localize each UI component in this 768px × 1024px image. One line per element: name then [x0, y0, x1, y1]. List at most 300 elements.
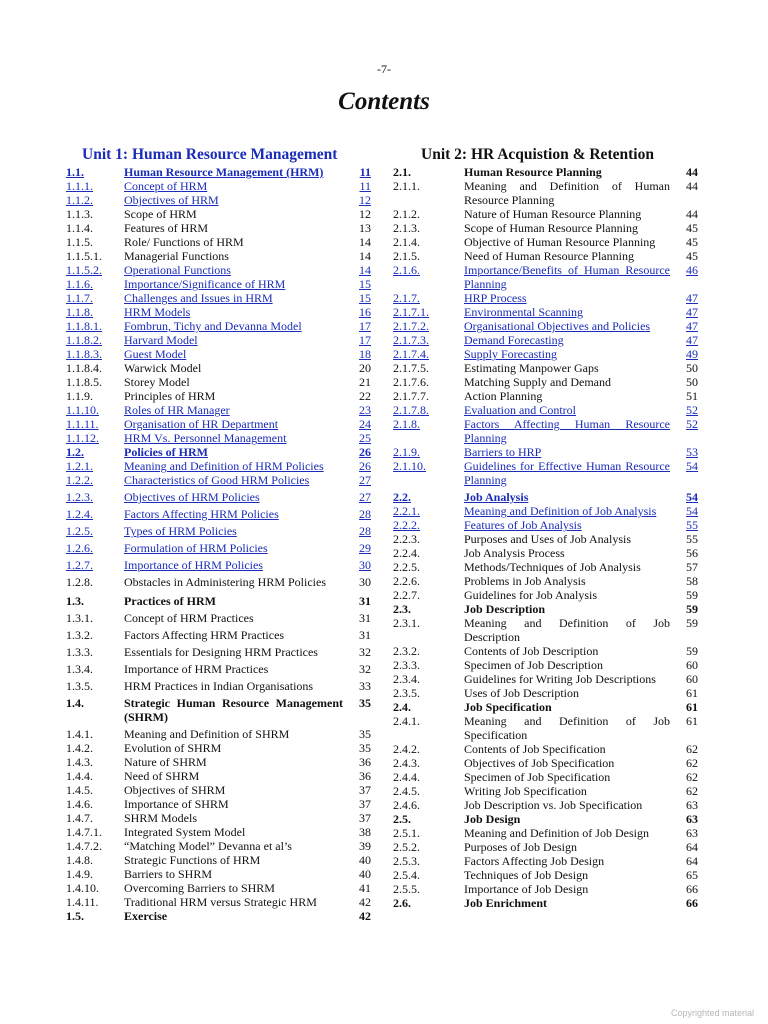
- toc-entry-number: 2.1.7.1.: [393, 305, 429, 319]
- toc-entry-page[interactable]: 54: [686, 459, 698, 473]
- toc-entry-page[interactable]: 11: [359, 165, 371, 179]
- toc-entry-number: 1.1.8.3.: [66, 347, 102, 361]
- toc-entry-page[interactable]: 49: [686, 347, 698, 361]
- toc-entry: [66, 389, 371, 403]
- unit-2-entries: [393, 165, 698, 910]
- toc-entry-title: [124, 611, 343, 625]
- toc-entry-title-text: Job Specification: [464, 700, 552, 714]
- toc-entry-page: 62: [686, 742, 698, 756]
- toc-entry: [66, 797, 371, 811]
- toc-entry: [393, 207, 698, 221]
- toc-entry-page: 13: [359, 221, 371, 235]
- toc-entry: [393, 784, 698, 798]
- toc-entry-number: 2.2.3.: [393, 532, 420, 546]
- toc-entry-title: [124, 679, 343, 693]
- toc-entry-title[interactable]: [464, 305, 670, 319]
- toc-entry-title-text: Storey Model: [124, 375, 190, 389]
- toc-entry-page[interactable]: 16: [359, 305, 371, 319]
- toc-entry-title[interactable]: [124, 347, 343, 361]
- toc-entry-title[interactable]: [464, 291, 670, 305]
- toc-entry-title-text: Guidelines for Job Analysis: [464, 588, 597, 602]
- toc-entry-title[interactable]: [464, 518, 670, 532]
- toc-entry-number: 1.1.8.4.: [66, 361, 102, 375]
- toc-entry[interactable]: [66, 305, 371, 319]
- toc-entry-page: 20: [359, 361, 371, 375]
- toc-entry-title: [464, 560, 670, 574]
- toc-entry-title[interactable]: [124, 524, 343, 538]
- toc-entry-title-text: Objectives of HRM Policies: [124, 490, 260, 504]
- toc-entry-number: 2.5.3.: [393, 854, 420, 868]
- toc-entry-number: 1.4.6.: [66, 797, 93, 811]
- toc-entry-title[interactable]: [464, 459, 670, 487]
- toc-entry-title-text: Writing Job Specification: [464, 784, 587, 798]
- toc-entry[interactable]: [393, 333, 698, 347]
- toc-entry[interactable]: [66, 403, 371, 417]
- toc-entry-page[interactable]: 52: [686, 417, 698, 431]
- toc-column-unit-2: [393, 145, 698, 910]
- toc-entry-title-text: Meaning and Definition of Human Resource Planning: [464, 179, 670, 207]
- toc-entry-page[interactable]: 53: [686, 445, 698, 459]
- toc-entry-title-text: Operational Functions: [124, 263, 231, 277]
- toc-entry-title[interactable]: [124, 431, 343, 445]
- toc-entry: [66, 783, 371, 797]
- toc-entry[interactable]: [66, 490, 371, 504]
- toc-entry-title[interactable]: [124, 490, 343, 504]
- toc-entry-title: [124, 895, 343, 909]
- toc-entry-number: 2.1.8.: [393, 417, 420, 431]
- toc-entry-title-text: Matching Supply and Demand: [464, 375, 611, 389]
- toc-entry-page[interactable]: 26: [359, 445, 371, 459]
- toc-entry-number: 1.1.: [66, 165, 84, 179]
- toc-entry-title-text: Importance/Benefits of Human Resource Planning: [464, 263, 670, 291]
- toc-entry[interactable]: [393, 518, 698, 532]
- toc-entry-title: [124, 769, 343, 783]
- toc-entry-page: 21: [359, 375, 371, 389]
- toc-entry-number: 1.4.5.: [66, 783, 93, 797]
- toc-entry-page: 45: [686, 249, 698, 263]
- toc-entry-page: 14: [359, 235, 371, 249]
- toc-entry[interactable]: [393, 319, 698, 333]
- toc-entry[interactable]: [393, 445, 698, 459]
- toc-entry-page[interactable]: 15: [359, 291, 371, 305]
- toc-entry-page: 14: [359, 249, 371, 263]
- toc-entry-title-text: Role/ Functions of HRM: [124, 235, 244, 249]
- toc-entry-title-text: Job Analysis: [464, 490, 529, 504]
- toc-entry: [393, 770, 698, 784]
- toc-entry-title-text: Traditional HRM versus Strategic HRM: [124, 895, 317, 909]
- toc-entry-number: 2.1.7.2.: [393, 319, 429, 333]
- toc-entry[interactable]: [393, 403, 698, 417]
- toc-entry-page: 59: [686, 644, 698, 658]
- toc-entry-page[interactable]: 15: [359, 277, 371, 291]
- toc-entry-page: 63: [686, 798, 698, 812]
- toc-entry-title[interactable]: [124, 558, 343, 572]
- toc-entry-title: [464, 826, 670, 840]
- toc-entry[interactable]: [66, 291, 371, 305]
- toc-entry-title[interactable]: [124, 305, 343, 319]
- toc-entry-title[interactable]: [464, 445, 670, 459]
- toc-entry-title-text: Meaning and Definition of Job Design: [464, 826, 649, 840]
- toc-entry-page: 45: [686, 235, 698, 249]
- toc-entry-number: 1.2.7.: [66, 558, 93, 572]
- toc-entry[interactable]: [66, 507, 371, 521]
- toc-entry-page: 45: [686, 221, 698, 235]
- toc-entry-number: 1.2.6.: [66, 541, 93, 555]
- toc-entry-title-text: Action Planning: [464, 389, 543, 403]
- toc-entry: [66, 696, 371, 724]
- toc-entry-title: [124, 797, 343, 811]
- toc-entry-page: 44: [686, 207, 698, 221]
- toc-entry: [66, 909, 371, 923]
- toc-entry-page: 56: [686, 546, 698, 560]
- toc-entry-number: 1.3.: [66, 594, 84, 608]
- toc-entry-page[interactable]: 55: [686, 518, 698, 532]
- toc-entry-page[interactable]: 54: [686, 504, 698, 518]
- toc-entry-title: [464, 644, 670, 658]
- toc-entry-title-text: Human Resource Management (HRM): [124, 165, 324, 179]
- toc-entry-page: 36: [359, 755, 371, 769]
- toc-entry-title-text: Uses of Job Description: [464, 686, 579, 700]
- toc-entry-page: 55: [686, 532, 698, 546]
- toc-entry: [66, 249, 371, 263]
- toc-entry-title-text: Barriers to SHRM: [124, 867, 212, 881]
- toc-entry-title-text: Objectives of SHRM: [124, 783, 226, 797]
- toc-entry-title-text: Objective of Human Resource Planning: [464, 235, 656, 249]
- toc-entry[interactable]: [66, 445, 371, 459]
- toc-entry-number: 2.3.2.: [393, 644, 420, 658]
- toc-entry-page: 50: [686, 375, 698, 389]
- toc-entry-page: 32: [359, 645, 371, 659]
- toc-entry-page: 59: [686, 616, 698, 630]
- toc-entry-page: 61: [686, 700, 698, 714]
- toc-entry-page[interactable]: 27: [359, 473, 371, 487]
- toc-entry-title-text: Features of HRM: [124, 221, 208, 235]
- toc-entry-page[interactable]: 24: [359, 417, 371, 431]
- toc-entry-title: [464, 532, 670, 546]
- toc-entry[interactable]: [66, 179, 371, 193]
- toc-entry-title-text: Methods/Techniques of Job Analysis: [464, 560, 641, 574]
- toc-entry-title[interactable]: [124, 473, 343, 487]
- toc-entry-page[interactable]: 47: [686, 305, 698, 319]
- toc-entry-title-text: SHRM Models: [124, 811, 198, 825]
- toc-entry[interactable]: [66, 558, 371, 572]
- toc-entry-page[interactable]: 14: [359, 263, 371, 277]
- toc-entry-number: 2.1.7.: [393, 291, 420, 305]
- toc-entry-title: [124, 628, 343, 642]
- toc-entry[interactable]: [393, 291, 698, 305]
- toc-entry-page: 33: [359, 679, 371, 693]
- toc-entry-title[interactable]: [124, 417, 343, 431]
- toc-entry-number: 1.1.8.5.: [66, 375, 102, 389]
- toc-entry: [393, 826, 698, 840]
- toc-entry-title-text: Essentials for Designing HRM Practices: [124, 645, 318, 659]
- toc-entry: [393, 560, 698, 574]
- toc-entry-page[interactable]: 25: [359, 431, 371, 445]
- toc-entry[interactable]: [66, 431, 371, 445]
- toc-entry-title[interactable]: [464, 347, 670, 361]
- toc-entry: [393, 756, 698, 770]
- toc-entry-page: 36: [359, 769, 371, 783]
- toc-entry-title: [464, 179, 670, 207]
- toc-entry-title: [124, 839, 343, 853]
- toc-entry-title: [124, 389, 343, 403]
- toc-entry-page[interactable]: 18: [359, 347, 371, 361]
- toc-entry-title[interactable]: [124, 319, 343, 333]
- toc-entry-page: 37: [359, 811, 371, 825]
- toc-entry-number: 1.4.7.: [66, 811, 93, 825]
- toc-entry-title-text: Warwick Model: [124, 361, 202, 375]
- toc-entry[interactable]: [66, 319, 371, 333]
- toc-entry-title-text: Barriers to HRP: [464, 445, 542, 459]
- toc-entry-number: 2.5.1.: [393, 826, 420, 840]
- toc-entry-title: [464, 882, 670, 896]
- toc-entry-number: 2.1.7.8.: [393, 403, 429, 417]
- toc-entry-title-text: Meaning and Definition of Job Description: [464, 616, 670, 644]
- toc-entry-page: 57: [686, 560, 698, 574]
- toc-entry: [393, 235, 698, 249]
- toc-entry-number: 2.4.3.: [393, 756, 420, 770]
- toc-entry-number: 2.5.: [393, 812, 411, 826]
- toc-entry-title: [464, 616, 670, 644]
- toc-entry-title-text: HRM Practices in Indian Organisations: [124, 679, 314, 693]
- toc-entry[interactable]: [393, 417, 698, 445]
- toc-entry: [393, 742, 698, 756]
- toc-entry-title-text: HRP Process: [464, 291, 527, 305]
- toc-entry-title[interactable]: [124, 291, 343, 305]
- toc-entry-title-text: Strategic Human Resource Management (SHRM): [124, 696, 343, 724]
- toc-entry-page[interactable]: 11: [359, 179, 371, 193]
- toc-entry-title[interactable]: [124, 165, 343, 179]
- toc-entry-title-text: Supply Forecasting: [464, 347, 557, 361]
- toc-entry: [393, 602, 698, 616]
- toc-entry-title[interactable]: [464, 504, 670, 518]
- toc-entry: [393, 588, 698, 602]
- toc-entry-number: 2.1.1.: [393, 179, 420, 193]
- toc-entry-page: 12: [359, 207, 371, 221]
- toc-entry: [66, 839, 371, 853]
- toc-entry-page[interactable]: 47: [686, 333, 698, 347]
- toc-entry[interactable]: [66, 277, 371, 291]
- toc-entry-title-text: Need of Human Resource Planning: [464, 249, 634, 263]
- toc-entry-title-text: “Matching Model” Devanna et al’s: [124, 839, 292, 853]
- toc-entry-number: 2.1.4.: [393, 235, 420, 249]
- toc-entry-title: [464, 249, 670, 263]
- toc-entry-page[interactable]: 26: [359, 459, 371, 473]
- toc-entry[interactable]: [66, 524, 371, 538]
- unit-1-heading[interactable]: Unit 1: Human Resource Management: [82, 146, 338, 163]
- toc-entry-page[interactable]: 47: [686, 319, 698, 333]
- toc-entry-number: 1.1.9.: [66, 389, 93, 403]
- toc-entry-title-text: HRM Models: [124, 305, 191, 319]
- toc-entry-number: 2.1.5.: [393, 249, 420, 263]
- toc-entry: [66, 594, 371, 608]
- toc-entry-title[interactable]: [124, 277, 343, 291]
- toc-entry-number: 1.1.6.: [66, 277, 93, 291]
- toc-entry-page: 59: [686, 602, 698, 616]
- toc-entry-title: [464, 854, 670, 868]
- toc-entry-number: 1.2.5.: [66, 524, 93, 538]
- toc-entry[interactable]: [393, 504, 698, 518]
- toc-entry-page: 62: [686, 756, 698, 770]
- toc-entry[interactable]: [393, 263, 698, 291]
- toc-entry-title-text: Meaning and Definition of SHRM: [124, 727, 290, 741]
- toc-entry-number: 2.6.: [393, 896, 411, 910]
- toc-entry[interactable]: [66, 263, 371, 277]
- toc-entry[interactable]: [66, 347, 371, 361]
- toc-entry: [66, 741, 371, 755]
- toc-entry-title: [464, 686, 670, 700]
- toc-entry-title: [464, 812, 670, 826]
- toc-entry-title[interactable]: [124, 507, 343, 521]
- toc-entry-page: 42: [359, 895, 371, 909]
- toc-entry-number: 2.5.4.: [393, 868, 420, 882]
- toc-entry-title[interactable]: [124, 179, 343, 193]
- toc-entry-number: 1.2.3.: [66, 490, 93, 504]
- toc-entry-title: [124, 207, 343, 221]
- toc-entry: [66, 575, 371, 589]
- toc-entry[interactable]: [393, 459, 698, 487]
- toc-entry-page: 30: [359, 575, 371, 589]
- toc-entry-number: 1.4.7.2.: [66, 839, 102, 853]
- toc-entry-number: 2.1.7.7.: [393, 389, 429, 403]
- toc-entry: [393, 686, 698, 700]
- toc-entry-title-text: Human Resource Planning: [464, 165, 602, 179]
- toc-entry-page[interactable]: 17: [359, 333, 371, 347]
- toc-entry-page[interactable]: 23: [359, 403, 371, 417]
- toc-entry-title-text: Fombrun, Tichy and Devanna Model: [124, 319, 302, 333]
- toc-entry: [393, 672, 698, 686]
- toc-entry-title-text: Specimen of Job Description: [464, 658, 603, 672]
- toc-entry-title[interactable]: [124, 263, 343, 277]
- toc-entry-page[interactable]: 52: [686, 403, 698, 417]
- toc-entry-title-text: Exercise: [124, 909, 168, 923]
- toc-entry-title-text: Harvard Model: [124, 333, 198, 347]
- toc-entry-page[interactable]: 29: [359, 541, 371, 555]
- toc-entry-title-text: Factors Affecting HRM Policies: [124, 507, 279, 521]
- toc-entry-title: [124, 741, 343, 755]
- toc-entry-page: 31: [359, 611, 371, 625]
- toc-entry: [66, 207, 371, 221]
- toc-column-unit-1: [66, 145, 371, 923]
- toc-entry-page: 40: [359, 867, 371, 881]
- toc-entry-title: [464, 742, 670, 756]
- toc-entry-title[interactable]: [124, 445, 343, 459]
- toc-entry[interactable]: [66, 193, 371, 207]
- toc-entry-title-text: Overcoming Barriers to SHRM: [124, 881, 275, 895]
- toc-entry-title[interactable]: [464, 490, 670, 504]
- toc-entry-title-text: Problems in Job Analysis: [464, 574, 586, 588]
- toc-entry-title: [124, 811, 343, 825]
- toc-entry[interactable]: [393, 305, 698, 319]
- toc-entry-number: 2.2.1.: [393, 504, 420, 518]
- toc-entry-title-text: Managerial Functions: [124, 249, 229, 263]
- toc-entry-title[interactable]: [124, 333, 343, 347]
- toc-entry-title: [124, 755, 343, 769]
- toc-entry-page[interactable]: 54: [686, 490, 698, 504]
- toc-entry-title-text: Importance of HRM Policies: [124, 558, 263, 572]
- toc-entry-number: 1.2.: [66, 445, 84, 459]
- toc-entry-title[interactable]: [124, 403, 343, 417]
- toc-entry-title-text: Scope of HRM: [124, 207, 197, 221]
- toc-entry: [393, 658, 698, 672]
- toc-entry-title[interactable]: [464, 417, 670, 445]
- toc-entry-number: 2.3.1.: [393, 616, 420, 630]
- toc-entry-page[interactable]: 47: [686, 291, 698, 305]
- toc-entry-number: 2.4.4.: [393, 770, 420, 784]
- toc-entry-title: [124, 909, 343, 923]
- toc-entry-title-text: Types of HRM Policies: [124, 524, 237, 538]
- toc-entry-title[interactable]: [464, 403, 670, 417]
- toc-entry-number: 2.3.3.: [393, 658, 420, 672]
- toc-entry-number: 1.1.5.1.: [66, 249, 102, 263]
- toc-entry-page[interactable]: 28: [359, 507, 371, 521]
- toc-entry-title[interactable]: [124, 459, 343, 473]
- toc-entry-number: 1.1.4.: [66, 221, 93, 235]
- toc-entry-title[interactable]: [464, 263, 670, 291]
- toc-entry-title-text: Need of SHRM: [124, 769, 200, 783]
- toc-entry[interactable]: [66, 417, 371, 431]
- toc-entry-title: [124, 696, 343, 724]
- toc-entry-number: 2.2.2.: [393, 518, 420, 532]
- toc-entry-page[interactable]: 17: [359, 319, 371, 333]
- toc-entry: [393, 798, 698, 812]
- toc-entry-title[interactable]: [124, 541, 343, 555]
- toc-entry-number: 1.4.: [66, 696, 84, 710]
- toc-entry-page[interactable]: 46: [686, 263, 698, 277]
- toc-entry-title: [464, 700, 670, 714]
- toc-entry-title-text: Job Design: [464, 812, 521, 826]
- toc-entry[interactable]: [66, 333, 371, 347]
- toc-entry[interactable]: [66, 459, 371, 473]
- toc-entry-number: 2.1.7.6.: [393, 375, 429, 389]
- toc-entry-page: 59: [686, 588, 698, 602]
- toc-entry-title: [124, 867, 343, 881]
- toc-entry-number: 2.1.7.3.: [393, 333, 429, 347]
- toc-entry-page: 41: [359, 881, 371, 895]
- toc-entry: [393, 896, 698, 910]
- toc-entry-page: 37: [359, 783, 371, 797]
- toc-entry-page[interactable]: 28: [359, 524, 371, 538]
- toc-entry[interactable]: [393, 347, 698, 361]
- toc-entry: [393, 840, 698, 854]
- toc-entry-title-text: Importance/Significance of HRM: [124, 277, 286, 291]
- toc-entry[interactable]: [66, 541, 371, 555]
- toc-entry[interactable]: [66, 473, 371, 487]
- toc-entry-number: 2.3.5.: [393, 686, 420, 700]
- toc-entry-title: [124, 575, 343, 589]
- toc-entry-title[interactable]: [124, 193, 343, 207]
- toc-entry-page[interactable]: 30: [359, 558, 371, 572]
- toc-entry[interactable]: [66, 165, 371, 179]
- toc-entry-title[interactable]: [464, 319, 670, 333]
- toc-entry-title-text: Meaning and Definition of HRM Policies: [124, 459, 324, 473]
- toc-entry-title[interactable]: [464, 333, 670, 347]
- toc-entry-page[interactable]: 12: [359, 193, 371, 207]
- toc-entry[interactable]: [393, 490, 698, 504]
- toc-entry-number: 2.2.: [393, 490, 411, 504]
- toc-entry-number: 2.1.: [393, 165, 411, 179]
- toc-entry: [66, 679, 371, 693]
- toc-entry: [66, 853, 371, 867]
- toc-entry-title-text: Contents of Job Specification: [464, 742, 606, 756]
- toc-entry-title-text: Characteristics of Good HRM Policies: [124, 473, 310, 487]
- toc-entry-number: 1.1.5.: [66, 235, 93, 249]
- toc-entry-number: 2.1.9.: [393, 445, 420, 459]
- toc-entry-number: 1.1.8.2.: [66, 333, 102, 347]
- toc-entry-title-text: Features of Job Analysis: [464, 518, 582, 532]
- toc-entry-page[interactable]: 27: [359, 490, 371, 504]
- toc-entry-title: [464, 165, 670, 179]
